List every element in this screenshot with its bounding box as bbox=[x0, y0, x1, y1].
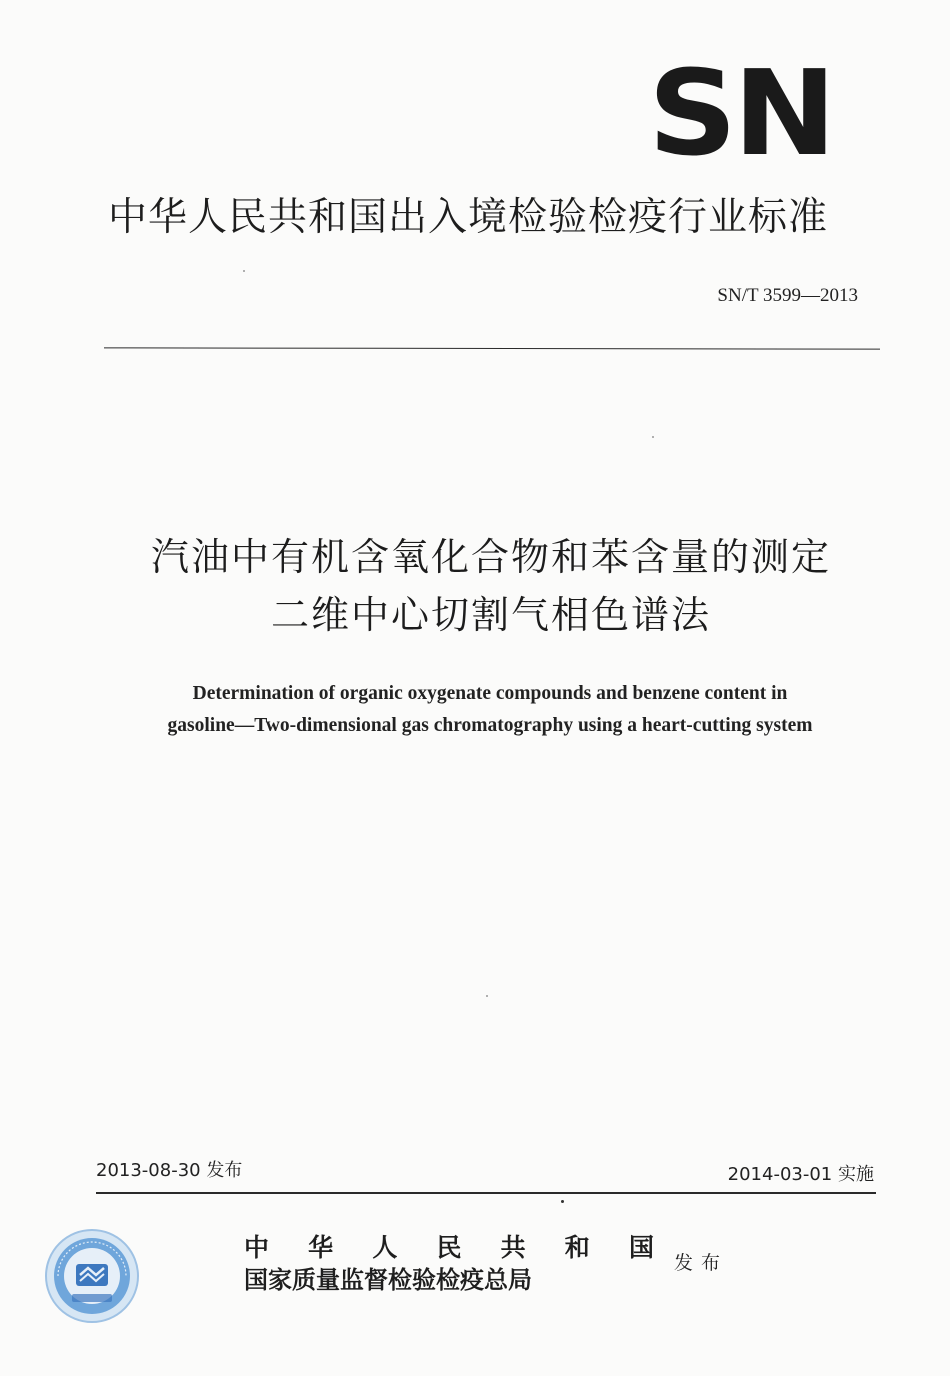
publisher-char: 国 bbox=[628, 1233, 654, 1262]
publisher-agency: 国家质量监督检验检疫总局 bbox=[244, 1265, 532, 1294]
bottom-divider bbox=[96, 1192, 876, 1194]
top-divider bbox=[104, 347, 880, 349]
sn-logo: SN bbox=[648, 44, 833, 182]
certification-seal-icon bbox=[44, 1228, 140, 1324]
paper-speck bbox=[243, 270, 245, 272]
english-title-line-1: Determination of organic oxygenate compounds and benzene content in bbox=[192, 683, 788, 704]
publisher-char: 人 bbox=[372, 1233, 398, 1262]
publisher-country bbox=[244, 1232, 654, 1264]
ministry-heading: 中华人民共和国出入境检验检疫行业标准 bbox=[108, 195, 829, 240]
publisher-block bbox=[244, 1232, 654, 1296]
publisher-char: 共 bbox=[500, 1233, 526, 1262]
paper-speck bbox=[652, 436, 654, 438]
issue-date: 2013-08-30 发布 bbox=[96, 1160, 243, 1181]
publisher-char: 民 bbox=[436, 1233, 462, 1262]
implementation-date: 2014-03-01 实施 bbox=[727, 1164, 874, 1185]
publish-label: 发布 bbox=[674, 1252, 729, 1274]
chinese-title bbox=[0, 528, 950, 644]
publisher-char: 和 bbox=[564, 1233, 590, 1262]
chinese-title-line-1: 汽油中有机含氧化合物和苯含量的测定 bbox=[150, 535, 831, 579]
publisher-char: 华 bbox=[308, 1233, 334, 1262]
english-title bbox=[0, 678, 950, 742]
paper-speck bbox=[486, 995, 488, 997]
chinese-title-line-2: 二维中心切割气相色谱法 bbox=[270, 593, 711, 637]
standard-code: SN/T 3599—2013 bbox=[717, 285, 858, 306]
publisher-char: 中 bbox=[244, 1233, 270, 1262]
divider-mark bbox=[561, 1200, 564, 1203]
english-title-line-2: gasoline—Two-dimensional gas chromatography using a heart-cutting system bbox=[167, 715, 813, 736]
